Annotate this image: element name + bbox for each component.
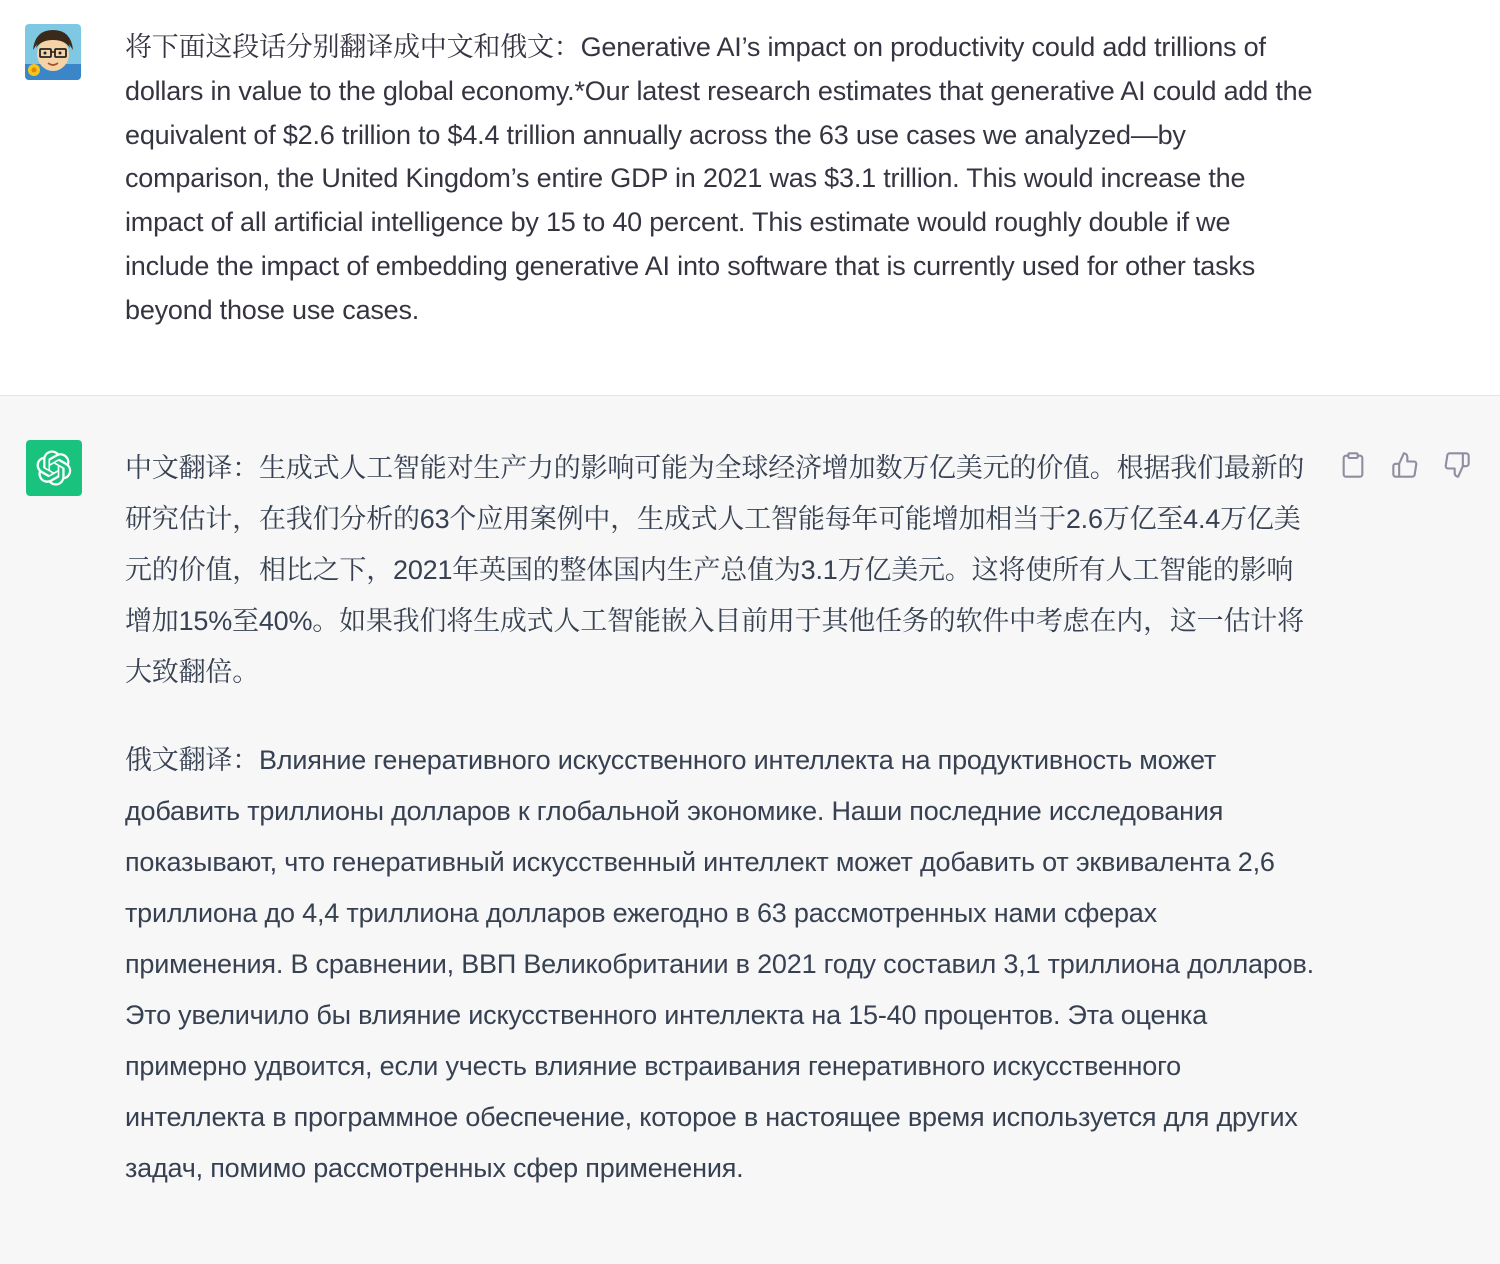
user-message — [0, 0, 1500, 396]
openai-logo-icon — [26, 440, 82, 496]
clipboard-icon — [1339, 451, 1367, 479]
copy-button[interactable] — [1336, 448, 1370, 482]
thumbs-down-button[interactable] — [1440, 448, 1474, 482]
russian-translation-paragraph: 俄文翻译：Влияние генеративного искусственного интеллекта на продуктивность может добавить триллионы долларов к глобальной экономике. Наши последние исследования показывают, что генеративный искусственный интеллект может добавить от эквивалента 2,6 триллиона до 4,4 триллиона долларов ежегодно в 63 рассмотренных нами сферах применения. В сравнении, ВВП Великобритании в 2021 году составил 3,1 триллиона долларов. Это увеличило бы влияние искусственного интеллекта на 15-40 процентов. Эта оценка примерно удвоится, если учесть влияние встраивания генеративного искусственного интеллекта в программное обеспечение, которое в настоящее время используется для других задач, помимо рассмотренных сфер применения. — [125, 745, 1314, 1183]
user-avatar — [25, 24, 81, 80]
thumbs-down-icon — [1443, 451, 1471, 479]
thumbs-up-button[interactable] — [1388, 448, 1422, 482]
chinese-translation-paragraph: 中文翻译：生成式人工智能对生产力的影响可能为全球经济增加数万亿美元的价值。根据我们最新的研究估计，在我们分析的63个应用案例中，生成式人工智能每年可能增加相当于2.6万亿至4.4万亿美元的价值，相比之下，2021年英国的整体国内生产总值为3.1万亿美元。这将使所有人工智能的影响增加15%至40%。如果我们将生成式人工智能嵌入目前用于其他任务的软件中考虑在内，这一估计将大致翻倍。 — [125, 453, 1305, 687]
assistant-message — [0, 396, 1500, 1264]
user-message-text: 将下面这段话分别翻译成中文和俄文：Generative AI’s impact on productivity could add trillions of dollars in value to the global economy.*Our latest research estimates that generative AI could add the equivalent of $2.6 trillion to $4.4 trillion annually across the 63 use cases we analyzed—by comparison, the United Kingdom’s entire GDP in 2021 was $3.1 trillion. This would increase the impact of all artificial intelligence by 15 to 40 percent. This estimate would roughly double if we include the impact of embedding generative AI into software that is currently used for other tasks beyond those use cases. — [125, 32, 1313, 325]
message-actions — [1336, 448, 1474, 482]
thumbs-up-icon — [1391, 451, 1419, 479]
